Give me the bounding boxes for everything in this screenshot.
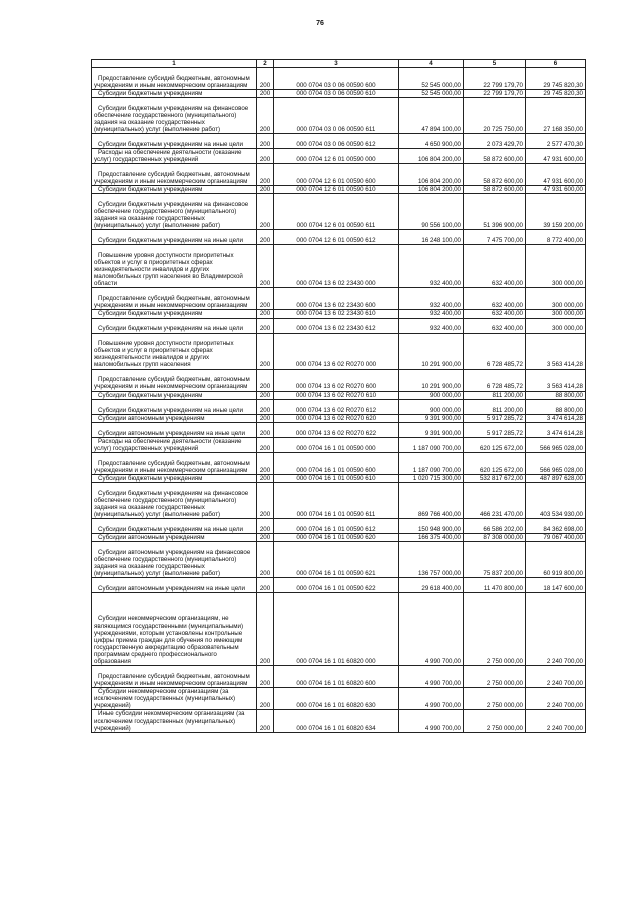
row-classifier-cell: 000 0704 16 1 01 00590 612	[274, 519, 399, 534]
row-name-cell: Предоставление субсидий бюджетным, автономным учреждениям и иным некоммерческим организациям	[92, 452, 257, 474]
row-approved-cell: 1 020 715 300,00	[399, 474, 464, 482]
row-executed-cell: 58 872 600,00	[464, 164, 526, 186]
row-classifier-cell: 000 0704 16 1 01 00590 000	[274, 437, 399, 452]
row-remaining-cell: 60 919 800,00	[526, 542, 586, 578]
row-classifier-cell: 000 0704 03 0 06 00590 611	[274, 98, 399, 134]
row-remaining-cell: 47 931 600,00	[526, 149, 586, 164]
row-classifier-cell: 000 0704 16 1 01 60820 630	[274, 688, 399, 710]
row-code-cell: 200	[257, 437, 274, 452]
row-classifier-cell: 000 0704 12 6 01 00590 611	[274, 194, 399, 230]
table-row	[92, 534, 586, 542]
row-classifier-cell: 000 0704 03 0 06 00590 610	[274, 90, 399, 98]
row-approved-cell: 9 391 900,00	[399, 422, 464, 437]
table-row	[92, 288, 586, 310]
row-approved-cell: 10 291 900,00	[399, 369, 464, 391]
row-remaining-cell: 300 000,00	[526, 245, 586, 288]
row-classifier-cell: 000 0704 16 1 01 00590 611	[274, 483, 399, 519]
row-remaining-cell: 29 745 820,30	[526, 68, 586, 90]
column-header: 4	[399, 60, 464, 68]
row-name-cell: Предоставление субсидий бюджетным, автономным учреждениям и иным некоммерческим организациям	[92, 164, 257, 186]
table-row	[92, 134, 586, 149]
table-row	[92, 90, 586, 98]
page-number: 76	[316, 20, 324, 27]
row-name-cell: Субсидии бюджетным учреждениям	[92, 186, 257, 194]
row-remaining-cell: 2 240 700,00	[526, 710, 586, 732]
row-code-cell: 200	[257, 688, 274, 710]
row-classifier-cell: 000 0704 16 1 01 60820 600	[274, 666, 399, 688]
row-code-cell: 200	[257, 593, 274, 666]
row-code-cell: 200	[257, 318, 274, 333]
row-name-cell: Субсидии бюджетным учреждениям на иные цели	[92, 318, 257, 333]
row-name-cell: Субсидии некоммерческим организациям, не являющимся государственными (муниципальными) учреждениями, которым установлены контрольные цифры приема граждан для обучения по имеющим государственную аккредитацию образовательным программам среднего профессионального образования	[92, 593, 257, 666]
table-row	[92, 318, 586, 333]
row-approved-cell: 16 248 100,00	[399, 230, 464, 245]
row-classifier-cell: 000 0704 12 6 01 00590 000	[274, 149, 399, 164]
row-classifier-cell: 000 0704 16 1 01 00590 622	[274, 578, 399, 593]
row-name-cell: Субсидии бюджетным учреждениям на иные цели	[92, 134, 257, 149]
row-approved-cell: 106 804 200,00	[399, 149, 464, 164]
table-row	[92, 519, 586, 534]
table-row	[92, 369, 586, 391]
row-remaining-cell: 300 000,00	[526, 288, 586, 310]
column-header: 1	[92, 60, 257, 68]
row-classifier-cell: 000 0704 16 1 01 00590 620	[274, 534, 399, 542]
row-name-cell: Расходы на обеспечение деятельности (оказание услуг) государственных учреждений	[92, 149, 257, 164]
row-approved-cell: 9 391 900,00	[399, 414, 464, 422]
row-code-cell: 200	[257, 534, 274, 542]
row-remaining-cell: 39 159 200,00	[526, 194, 586, 230]
row-code-cell: 200	[257, 333, 274, 369]
row-classifier-cell: 000 0704 13 6 02 R0270 622	[274, 422, 399, 437]
row-approved-cell: 52 545 000,00	[399, 90, 464, 98]
row-executed-cell: 632 400,00	[464, 245, 526, 288]
row-remaining-cell: 2 240 700,00	[526, 666, 586, 688]
row-name-cell: Субсидии бюджетным учреждениям на иные цели	[92, 399, 257, 414]
row-executed-cell: 620 125 672,00	[464, 452, 526, 474]
row-remaining-cell: 88 800,00	[526, 391, 586, 399]
column-header: 6	[526, 60, 586, 68]
row-classifier-cell: 000 0704 03 0 06 00590 612	[274, 134, 399, 149]
row-remaining-cell: 403 534 930,00	[526, 483, 586, 519]
row-classifier-cell: 000 0704 03 0 06 00590 600	[274, 68, 399, 90]
row-remaining-cell: 3 474 614,28	[526, 414, 586, 422]
row-remaining-cell: 300 000,00	[526, 310, 586, 318]
row-code-cell: 200	[257, 391, 274, 399]
row-code-cell: 200	[257, 149, 274, 164]
row-executed-cell: 6 728 485,72	[464, 333, 526, 369]
table-row	[92, 245, 586, 288]
row-name-cell: Субсидии бюджетным учреждениям на финансовое обеспечение государственного (муниципального) задания на оказание государственных (муниципальных) услуг (выполнение работ)	[92, 194, 257, 230]
row-executed-cell: 811 200,00	[464, 391, 526, 399]
row-remaining-cell: 47 931 600,00	[526, 186, 586, 194]
table-row	[92, 310, 586, 318]
row-classifier-cell: 000 0704 12 6 01 00590 610	[274, 186, 399, 194]
row-code-cell: 200	[257, 134, 274, 149]
row-remaining-cell: 27 168 350,00	[526, 98, 586, 134]
row-remaining-cell: 2 240 700,00	[526, 688, 586, 710]
row-executed-cell: 58 872 600,00	[464, 149, 526, 164]
table-row	[92, 98, 586, 134]
row-remaining-cell: 18 147 600,00	[526, 578, 586, 593]
row-executed-cell: 5 917 285,72	[464, 414, 526, 422]
row-approved-cell: 150 948 900,00	[399, 519, 464, 534]
row-classifier-cell: 000 0704 16 1 01 60820 000	[274, 593, 399, 666]
row-code-cell: 200	[257, 98, 274, 134]
row-name-cell: Субсидии некоммерческим организациям (за исключением государственных (муниципальных) учреждений)	[92, 688, 257, 710]
row-name-cell: Субсидии автономным учреждениям	[92, 534, 257, 542]
row-classifier-cell: 000 0704 13 6 02 23430 000	[274, 245, 399, 288]
row-executed-cell: 7 475 700,00	[464, 230, 526, 245]
row-code-cell: 200	[257, 422, 274, 437]
table-row	[92, 452, 586, 474]
table-row	[92, 710, 586, 732]
row-executed-cell: 632 400,00	[464, 310, 526, 318]
row-approved-cell: 10 291 900,00	[399, 333, 464, 369]
row-executed-cell: 2 750 000,00	[464, 593, 526, 666]
row-remaining-cell: 566 965 028,00	[526, 437, 586, 452]
row-name-cell: Субсидии бюджетным учреждениям	[92, 310, 257, 318]
row-approved-cell: 900 000,00	[399, 391, 464, 399]
row-name-cell: Предоставление субсидий бюджетным, автономным учреждениям и иным некоммерческим организациям	[92, 68, 257, 90]
row-remaining-cell: 29 745 820,30	[526, 90, 586, 98]
table-row	[92, 194, 586, 230]
row-classifier-cell: 000 0704 12 6 01 00590 612	[274, 230, 399, 245]
table-row	[92, 333, 586, 369]
budget-table	[91, 59, 586, 733]
row-executed-cell: 5 917 285,72	[464, 422, 526, 437]
table-body	[92, 68, 586, 733]
row-name-cell: Субсидии автономным учреждениям на иные цели	[92, 422, 257, 437]
row-code-cell: 200	[257, 90, 274, 98]
row-executed-cell: 811 200,00	[464, 399, 526, 414]
table-row	[92, 399, 586, 414]
row-remaining-cell: 8 772 400,00	[526, 230, 586, 245]
row-executed-cell: 532 817 672,00	[464, 474, 526, 482]
row-classifier-cell: 000 0704 12 6 01 00590 600	[274, 164, 399, 186]
row-name-cell: Предоставление субсидий бюджетным, автономным учреждениям и иным некоммерческим организациям	[92, 288, 257, 310]
table-header-row	[92, 60, 586, 68]
row-name-cell: Субсидии бюджетным учреждениям	[92, 90, 257, 98]
row-classifier-cell: 000 0704 13 6 02 R0270 000	[274, 333, 399, 369]
row-code-cell: 200	[257, 519, 274, 534]
row-classifier-cell: 000 0704 13 6 02 R0270 600	[274, 369, 399, 391]
row-name-cell: Субсидии бюджетным учреждениям	[92, 391, 257, 399]
table-row	[92, 688, 586, 710]
row-approved-cell: 932 400,00	[399, 245, 464, 288]
row-classifier-cell: 000 0704 16 1 01 00590 621	[274, 542, 399, 578]
row-code-cell: 200	[257, 542, 274, 578]
row-remaining-cell: 2 577 470,30	[526, 134, 586, 149]
row-executed-cell: 2 750 000,00	[464, 666, 526, 688]
row-remaining-cell: 566 965 028,00	[526, 452, 586, 474]
row-executed-cell: 75 837 200,00	[464, 542, 526, 578]
row-remaining-cell: 47 931 600,00	[526, 164, 586, 186]
row-approved-cell: 1 187 090 700,00	[399, 437, 464, 452]
row-code-cell: 200	[257, 186, 274, 194]
row-code-cell: 200	[257, 369, 274, 391]
row-remaining-cell: 487 897 628,00	[526, 474, 586, 482]
row-name-cell: Расходы на обеспечение деятельности (оказание услуг) государственных учреждений	[92, 437, 257, 452]
row-executed-cell: 632 400,00	[464, 288, 526, 310]
row-remaining-cell: 3 563 414,28	[526, 369, 586, 391]
row-approved-cell: 4 650 900,00	[399, 134, 464, 149]
row-classifier-cell: 000 0704 16 1 01 00590 600	[274, 452, 399, 474]
table-row	[92, 68, 586, 90]
row-classifier-cell: 000 0704 16 1 01 00590 610	[274, 474, 399, 482]
row-name-cell: Субсидии бюджетным учреждениям на финансовое обеспечение государственного (муниципального) задания на оказание государственных (муниципальных) услуг (выполнение работ)	[92, 98, 257, 134]
row-approved-cell: 900 000,00	[399, 399, 464, 414]
row-approved-cell: 136 757 000,00	[399, 542, 464, 578]
table-row	[92, 578, 586, 593]
row-code-cell: 200	[257, 578, 274, 593]
row-executed-cell: 51 396 900,00	[464, 194, 526, 230]
row-approved-cell: 90 556 100,00	[399, 194, 464, 230]
row-executed-cell: 22 799 179,70	[464, 90, 526, 98]
row-approved-cell: 166 375 400,00	[399, 534, 464, 542]
row-executed-cell: 22 799 179,70	[464, 68, 526, 90]
table-row	[92, 391, 586, 399]
row-name-cell: Предоставление субсидий бюджетным, автономным учреждениям и иным некоммерческим организациям	[92, 369, 257, 391]
row-remaining-cell: 3 474 614,28	[526, 422, 586, 437]
table-row	[92, 483, 586, 519]
row-code-cell: 200	[257, 483, 274, 519]
row-name-cell: Субсидии бюджетным учреждениям	[92, 474, 257, 482]
row-approved-cell: 932 400,00	[399, 288, 464, 310]
table-row	[92, 414, 586, 422]
row-approved-cell: 869 766 400,00	[399, 483, 464, 519]
row-remaining-cell: 300 000,00	[526, 318, 586, 333]
row-approved-cell: 29 618 400,00	[399, 578, 464, 593]
row-code-cell: 200	[257, 194, 274, 230]
row-approved-cell: 932 400,00	[399, 310, 464, 318]
row-approved-cell: 1 187 090 700,00	[399, 452, 464, 474]
row-executed-cell: 66 586 202,00	[464, 519, 526, 534]
row-code-cell: 200	[257, 68, 274, 90]
row-remaining-cell: 79 067 400,00	[526, 534, 586, 542]
row-name-cell: Повышение уровня доступности приоритетных объектов и услуг в приоритетных сферах жизнедеятельности инвалидов и других маломобильных групп населения	[92, 333, 257, 369]
row-classifier-cell: 000 0704 13 6 02 23430 612	[274, 318, 399, 333]
row-approved-cell: 4 990 700,00	[399, 688, 464, 710]
row-name-cell: Субсидии автономным учреждениям	[92, 414, 257, 422]
row-classifier-cell: 000 0704 13 6 02 R0270 610	[274, 391, 399, 399]
row-remaining-cell: 84 362 698,00	[526, 519, 586, 534]
table-row	[92, 230, 586, 245]
table-row	[92, 164, 586, 186]
row-approved-cell: 47 894 100,00	[399, 98, 464, 134]
table-row	[92, 149, 586, 164]
table-row	[92, 437, 586, 452]
row-executed-cell: 58 872 600,00	[464, 186, 526, 194]
row-code-cell: 200	[257, 230, 274, 245]
row-code-cell: 200	[257, 414, 274, 422]
row-classifier-cell: 000 0704 16 1 01 60820 634	[274, 710, 399, 732]
row-name-cell: Субсидии автономным учреждениям на иные цели	[92, 578, 257, 593]
row-name-cell: Субсидии автономным учреждениям на финансовое обеспечение государственного (муниципального) задания на оказание государственных (муниципальных) услуг (выполнение работ)	[92, 542, 257, 578]
table-row	[92, 422, 586, 437]
table-row	[92, 542, 586, 578]
row-approved-cell: 106 804 200,00	[399, 164, 464, 186]
row-code-cell: 200	[257, 710, 274, 732]
row-executed-cell: 20 725 750,00	[464, 98, 526, 134]
row-name-cell: Субсидии бюджетным учреждениям на иные цели	[92, 519, 257, 534]
row-name-cell: Иные субсидии некоммерческим организациям (за исключением государственных (муниципальных) учреждений)	[92, 710, 257, 732]
row-approved-cell: 4 990 700,00	[399, 666, 464, 688]
row-classifier-cell: 000 0704 13 6 02 23430 610	[274, 310, 399, 318]
row-name-cell: Субсидии бюджетным учреждениям на финансовое обеспечение государственного (муниципального) задания на оказание государственных (муниципальных) услуг (выполнение работ)	[92, 483, 257, 519]
row-classifier-cell: 000 0704 13 6 02 R0270 620	[274, 414, 399, 422]
row-classifier-cell: 000 0704 13 6 02 23430 600	[274, 288, 399, 310]
column-header: 3	[274, 60, 399, 68]
table-row	[92, 666, 586, 688]
row-code-cell: 200	[257, 474, 274, 482]
row-code-cell: 200	[257, 288, 274, 310]
row-executed-cell: 6 728 485,72	[464, 369, 526, 391]
row-executed-cell: 11 470 800,00	[464, 578, 526, 593]
row-approved-cell: 932 400,00	[399, 318, 464, 333]
row-approved-cell: 52 545 000,00	[399, 68, 464, 90]
row-name-cell: Повышение уровня доступности приоритетных объектов и услуг в приоритетных сферах жизнедеятельности инвалидов и других маломобильных групп населения во Владимирской области	[92, 245, 257, 288]
row-name-cell: Предоставление субсидий бюджетным, автономным учреждениям и иным некоммерческим организациям	[92, 666, 257, 688]
row-approved-cell: 106 804 200,00	[399, 186, 464, 194]
row-remaining-cell: 2 240 700,00	[526, 593, 586, 666]
row-code-cell: 200	[257, 310, 274, 318]
row-approved-cell: 4 990 700,00	[399, 710, 464, 732]
row-remaining-cell: 3 563 414,28	[526, 333, 586, 369]
row-code-cell: 200	[257, 399, 274, 414]
row-code-cell: 200	[257, 452, 274, 474]
row-name-cell: Субсидии бюджетным учреждениям на иные цели	[92, 230, 257, 245]
row-executed-cell: 620 125 672,00	[464, 437, 526, 452]
table-row	[92, 474, 586, 482]
column-header: 2	[257, 60, 274, 68]
table-row	[92, 186, 586, 194]
row-code-cell: 200	[257, 245, 274, 288]
row-classifier-cell: 000 0704 13 6 02 R0270 612	[274, 399, 399, 414]
column-header: 5	[464, 60, 526, 68]
row-executed-cell: 2 750 000,00	[464, 710, 526, 732]
row-code-cell: 200	[257, 164, 274, 186]
row-code-cell: 200	[257, 666, 274, 688]
row-executed-cell: 632 400,00	[464, 318, 526, 333]
row-executed-cell: 2 750 000,00	[464, 688, 526, 710]
row-executed-cell: 2 073 429,70	[464, 134, 526, 149]
row-executed-cell: 466 231 470,00	[464, 483, 526, 519]
row-remaining-cell: 88 800,00	[526, 399, 586, 414]
table-row	[92, 593, 586, 666]
row-approved-cell: 4 990 700,00	[399, 593, 464, 666]
row-executed-cell: 87 308 000,00	[464, 534, 526, 542]
